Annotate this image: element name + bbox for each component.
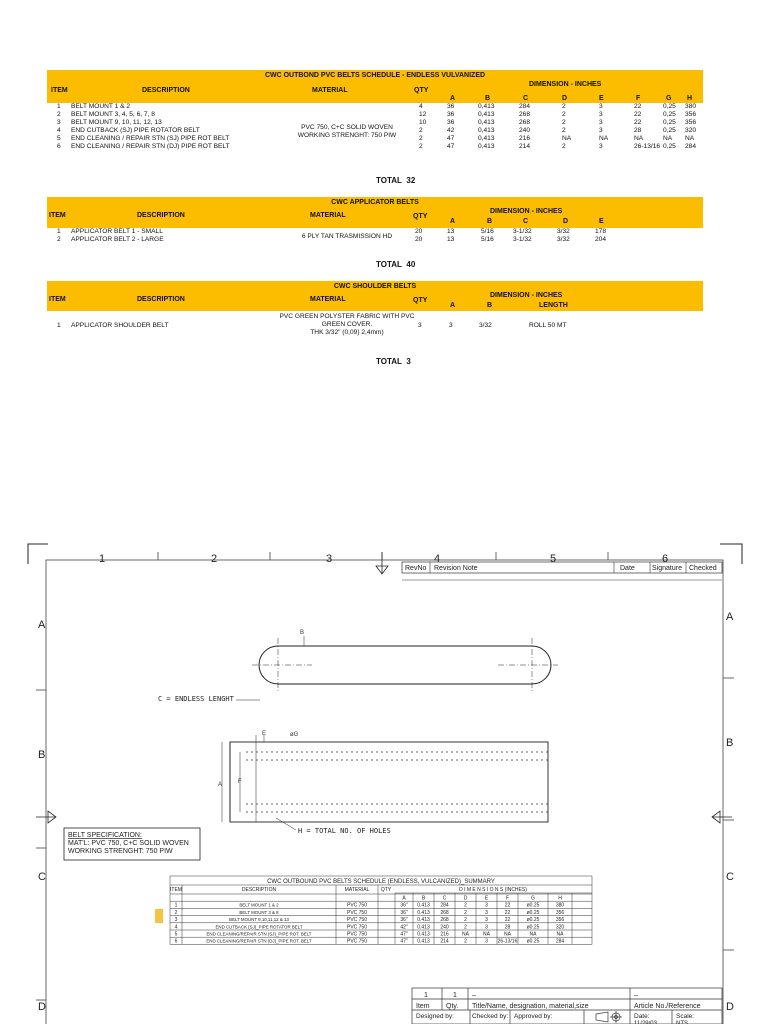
table-row — [47, 143, 703, 151]
cell-h: NA — [685, 135, 695, 142]
tb-item: Item — [416, 1003, 430, 1010]
col-label: 1 — [99, 553, 106, 565]
header-qty: QTY — [414, 87, 429, 94]
summary-cell: PVC 750 — [346, 902, 368, 909]
row-label: D — [38, 1001, 46, 1013]
tb-date: Date: — [634, 1013, 650, 1020]
col-d: D — [562, 95, 568, 102]
summary-cell: 2 — [464, 909, 467, 916]
material-line: WORKING STRENGHT: 750 PIW — [297, 132, 397, 139]
header-item: ITEM — [51, 87, 68, 94]
cell-item: 3 — [57, 119, 61, 126]
cell-h: 356 — [685, 119, 697, 126]
cell-e: 3 — [599, 127, 603, 134]
schedule-header — [47, 197, 703, 228]
cell-f: 22 — [634, 119, 642, 126]
cell-a: 42 — [447, 127, 455, 134]
cell-description: BELT MOUNT 9, 10, 11, 12, 13 — [71, 119, 162, 126]
summary-cell: 0.413 — [417, 938, 430, 945]
summary-cell: 0.413 — [417, 902, 430, 909]
summary-description: END CLEANING/REPAIR STN (SJ)_PIPE ROT. BELT — [206, 931, 312, 937]
cell-c: 3-1/32 — [513, 228, 532, 235]
cell-g: 0,25 — [663, 127, 676, 134]
col-label: 3 — [326, 553, 333, 565]
drawing-frame — [46, 560, 723, 1024]
total-value: 32 — [406, 176, 416, 185]
header-qty: QTY — [413, 297, 428, 304]
col-label: 2 — [211, 553, 218, 565]
cell-c: 268 — [519, 111, 531, 118]
total-3 — [376, 357, 411, 366]
cell-b: 0,413 — [478, 135, 495, 142]
summary-cell: 2 — [464, 924, 467, 931]
summary-cell: 320 — [555, 924, 565, 931]
col-length: LENGTH — [539, 302, 568, 309]
row-label: D — [726, 1001, 734, 1013]
schedule-body — [47, 103, 703, 157]
cell-length: ROLL 50 MT — [529, 322, 567, 329]
summary-cell: 216 — [440, 931, 449, 938]
col-b: B — [485, 95, 491, 102]
tb-qty-no: 1 — [453, 992, 457, 999]
cell-a: 36 — [447, 103, 455, 110]
schedule-title: CWC APPLICATOR BELTS — [331, 199, 419, 206]
cell-qty: 10 — [419, 119, 427, 126]
cell-description: END CUTBACK (SJ) PIPE ROTATOR BELT — [71, 127, 200, 134]
cell-item: 1 — [57, 103, 61, 110]
cell-h: 380 — [685, 103, 697, 110]
summary-cell: 3 — [174, 917, 178, 924]
cell-b: 0,413 — [478, 119, 495, 126]
cell-h: 284 — [685, 143, 697, 150]
tb-article-dash: – — [634, 992, 638, 999]
total-value: 3 — [406, 357, 411, 366]
summary-cell: 380 — [555, 902, 565, 909]
summary-cell: ø0.25 — [526, 924, 540, 931]
col-c: C — [523, 95, 529, 102]
summary-cell: 2 — [464, 902, 467, 909]
cell-b: 5/16 — [481, 228, 494, 235]
tb-title-dash: – — [472, 992, 476, 999]
col-g: G — [666, 95, 672, 102]
tb-item-no: 1 — [424, 992, 428, 999]
summary-cell: 284 — [440, 902, 449, 909]
cell-a: 47 — [447, 143, 455, 150]
tb-scale-value: NTS — [676, 1021, 688, 1024]
cell-a: 36 — [447, 119, 455, 126]
table-row — [47, 127, 703, 135]
tb-title: Title/Name, designation, material,size — [472, 1003, 589, 1010]
summary-cell: 4 — [174, 924, 178, 931]
revision-table — [402, 562, 722, 580]
col-a: A — [450, 95, 456, 102]
belt-hole-view — [222, 735, 548, 830]
cell-d: 2 — [562, 111, 566, 118]
summary-col: G — [531, 895, 535, 902]
cell-f: 26-13/16 — [634, 143, 661, 150]
cell-d: 3/32 — [557, 228, 570, 235]
summary-header: MATERIAL — [344, 887, 370, 893]
col-a: A — [450, 218, 456, 225]
schedule-title: CWC SHOULDER BELTS — [333, 283, 417, 290]
summary-cell: 28 — [504, 924, 511, 931]
header-dimension: DIMENSION - INCHES — [490, 292, 563, 299]
cell-g: 0,25 — [663, 119, 676, 126]
summary-cell: 3 — [485, 924, 488, 931]
cell-a: 13 — [447, 228, 455, 235]
cell-description: END CLEANING / REPAIR STN (DJ) PIPE ROT BELT — [71, 143, 230, 150]
cell-a: 36 — [447, 111, 455, 118]
cell-a: 13 — [447, 236, 455, 243]
cell-e: NA — [599, 135, 609, 142]
cell-f: 28 — [634, 127, 642, 134]
header-dimension: DIMENSION - INCHES — [529, 81, 602, 88]
summary-col: D — [463, 895, 468, 902]
table-row — [47, 103, 703, 111]
holes-label: H = TOTAL NO. OF HOLES — [298, 827, 391, 835]
header-qty: QTY — [413, 213, 428, 220]
summary-cell: 3 — [485, 917, 488, 924]
cell-b: 3/32 — [479, 322, 492, 329]
row-label: B — [726, 737, 734, 749]
belt-top-view — [236, 636, 558, 700]
summary-cell: PVC 750 — [346, 938, 368, 945]
row-label: A — [38, 619, 46, 631]
material-line: GREEN COVER. — [321, 321, 373, 328]
cell-f: NA — [634, 135, 644, 142]
summary-col: C — [442, 895, 447, 902]
column-ticks — [36, 552, 734, 1000]
total-label: TOTAL — [376, 357, 402, 366]
schedule-header — [47, 281, 703, 311]
summary-cell: 22 — [504, 917, 511, 924]
frame-corners — [28, 544, 742, 564]
tb-approved: Approved by: — [514, 1013, 553, 1020]
tb-date-value: 11/29/03 — [634, 1021, 657, 1024]
cell-c: 284 — [519, 103, 531, 110]
cell-d: 3/32 — [557, 236, 570, 243]
rev-col: RevNo — [405, 565, 427, 572]
col-f: F — [636, 95, 641, 102]
cell-qty: 2 — [419, 127, 423, 134]
summary-description: BELT MOUNT 9,10,11,12 & 13 — [229, 917, 289, 923]
cell-b: 0,413 — [478, 143, 495, 150]
cell-f: 22 — [634, 103, 642, 110]
rev-col: Signature — [652, 565, 682, 572]
cell-description: BELT MOUNT 1 & 2 — [71, 103, 130, 110]
summary-table — [170, 876, 592, 945]
spec-title: BELT SPECIFICATION: — [68, 832, 142, 839]
table-row — [47, 236, 703, 244]
cell-item: 1 — [57, 322, 61, 329]
summary-description: BELT MOUNT 1 & 2 — [239, 902, 279, 908]
cell-g: NA — [663, 135, 673, 142]
header-description: DESCRIPTION — [142, 87, 190, 94]
dim-e-label: E — [262, 731, 267, 737]
cell-c: 268 — [519, 119, 531, 126]
cell-b: 0,413 — [478, 111, 495, 118]
dim-f-label: F — [238, 779, 242, 785]
highlight-marker — [155, 909, 163, 923]
spec-line: WORKING STRENGHT: 750 PIW — [68, 848, 173, 855]
cell-item: 5 — [57, 135, 61, 142]
spec-line: MAT'L: PVC 750, C+C SOLID WOVEN — [68, 840, 189, 847]
summary-description: BELT MOUNT 3 & 8 — [239, 909, 279, 915]
cell-d: 2 — [562, 143, 566, 150]
cell-c: 3-1/32 — [513, 236, 532, 243]
col-a: A — [450, 302, 456, 309]
material-line: PVC 750, C+C SOLID WOVEN — [301, 124, 393, 131]
summary-cell: 36" — [400, 917, 408, 924]
col-d: D — [563, 218, 569, 225]
cell-e: 3 — [599, 103, 603, 110]
row-label: C — [38, 871, 46, 883]
table-row — [47, 119, 703, 127]
summary-cell: 356 — [555, 909, 565, 916]
cell-d: 2 — [562, 127, 566, 134]
cell-d: 2 — [562, 119, 566, 126]
summary-title: CWC OUTBOUND PVC BELTS SCHEDULE (ENDLESS, VULCANIZED)_SUMMARY — [267, 879, 495, 885]
row-label: A — [726, 611, 734, 623]
material-line: PVC GREEN POLYSTER FABRIC WITH PVC — [279, 313, 415, 320]
schedule-outbond-pvc — [47, 70, 703, 157]
summary-cell: 1 — [174, 902, 178, 909]
cell-b: 5/16 — [481, 236, 494, 243]
projection-symbol-icon — [596, 1011, 622, 1023]
summary-cell: PVC 750 — [346, 931, 368, 938]
cell-c: 214 — [519, 143, 531, 150]
cell-a: 47 — [447, 135, 455, 142]
summary-cell: 47" — [400, 931, 408, 938]
summary-col: H — [558, 895, 562, 902]
cell-h: 320 — [685, 127, 697, 134]
summary-cell: 22 — [504, 902, 511, 909]
cell-item: 2 — [57, 111, 61, 118]
dim-g-label: øG — [290, 732, 299, 738]
cell-qty: 20 — [415, 236, 423, 243]
row-label: B — [38, 749, 46, 761]
cell-qty: 2 — [419, 143, 423, 150]
hole-rows — [246, 752, 548, 812]
schedule-shoulder-belts — [47, 281, 703, 347]
engineering-drawing — [0, 530, 768, 1024]
summary-cell: NA — [462, 931, 469, 938]
col-b: B — [487, 302, 493, 309]
summary-cell: PVC 750 — [346, 917, 368, 924]
summary-cell: 5 — [174, 931, 178, 938]
cell-g: 0,25 — [663, 143, 676, 150]
dim-b-label: B — [300, 630, 305, 636]
grid-labels — [38, 553, 734, 1013]
cell-description: APPLICATOR BELT 2 - LARGE — [71, 236, 164, 243]
schedule-rows — [47, 103, 703, 151]
cell-qty: 3 — [418, 322, 422, 329]
summary-header: QTY — [380, 887, 392, 893]
header-description: DESCRIPTION — [137, 296, 185, 303]
table-row — [47, 111, 703, 119]
cell-g: 0,25 — [663, 103, 676, 110]
rev-col: Date — [620, 565, 635, 572]
cell-c: 240 — [519, 127, 531, 134]
cell-description: APPLICATOR SHOULDER BELT — [71, 322, 169, 329]
total-1 — [376, 176, 415, 185]
cell-h: 356 — [685, 111, 697, 118]
cell-item: 6 — [57, 143, 61, 150]
table-row — [47, 135, 703, 143]
cell-item: 1 — [57, 228, 61, 235]
cell-e: 204 — [595, 236, 607, 243]
cell-c: 216 — [519, 135, 531, 142]
summary-cell: 36" — [400, 902, 408, 909]
tb-checked: Checked by: — [472, 1013, 509, 1020]
summary-cell: 2 — [464, 917, 467, 924]
cell-description: BELT MOUNT 3, 4, 5, 6, 7, 8 — [71, 111, 155, 118]
summary-dim-label: D I M E N S I O N S (INCHES) — [459, 887, 527, 893]
schedule-rows — [47, 228, 703, 244]
cell-d: NA — [562, 135, 572, 142]
schedule-header — [47, 70, 703, 103]
summary-cell: 284 — [555, 938, 565, 945]
schedule-applicator-belts — [47, 197, 703, 248]
summary-cell: ø0.25 — [526, 917, 540, 924]
header-material: MATERIAL — [310, 296, 346, 303]
schedule-body — [47, 311, 703, 347]
summary-cell: 0.413 — [417, 931, 430, 938]
summary-cell: 0.413 — [417, 909, 430, 916]
summary-col: F — [505, 895, 510, 902]
cell-item: 2 — [57, 236, 61, 243]
title-block — [412, 988, 722, 1024]
centering-marks — [36, 552, 732, 823]
summary-description: END CLEANING/REPAIR STN (DJ)_PIPE ROT. BELT — [206, 938, 312, 944]
total-value: 40 — [406, 260, 416, 269]
summary-cell: 268 — [440, 909, 449, 916]
rev-col: Revision Note — [434, 565, 478, 572]
row-label: C — [726, 871, 734, 883]
schedule-rows — [47, 322, 703, 330]
material-cell: 6 PLY TAN TRASMISSION HD — [301, 233, 393, 240]
cell-description: APPLICATOR BELT 1 - SMALL — [71, 228, 163, 235]
cell-item: 4 — [57, 127, 61, 134]
tb-article: Article No./Reference — [634, 1003, 701, 1010]
cell-g: 0,25 — [663, 111, 676, 118]
summary-cell: 3 — [485, 909, 488, 916]
endless-length-label: C = ENDLESS LENGHT — [158, 695, 234, 703]
total-label: TOTAL — [376, 260, 402, 269]
col-e: E — [599, 95, 604, 102]
schedule-body — [47, 228, 703, 248]
summary-cell: PVC 750 — [346, 924, 368, 931]
summary-cell: 22 — [504, 909, 511, 916]
cell-e: 178 — [595, 228, 607, 235]
header-material: MATERIAL — [312, 87, 348, 94]
schedule-title: CWC OUTBOND PVC BELTS SCHEDULE - ENDLESS VULVANIZED — [264, 72, 486, 79]
col-c: C — [523, 218, 529, 225]
header-description: DESCRIPTION — [137, 212, 185, 219]
summary-cell: 26-13/16 — [497, 938, 518, 945]
cell-a: 3 — [449, 322, 453, 329]
tb-designed: Designed by: — [416, 1013, 454, 1020]
summary-cell: NA — [483, 931, 490, 938]
cell-d: 2 — [562, 103, 566, 110]
summary-cell: 0.413 — [417, 924, 430, 931]
header-material: MATERIAL — [310, 212, 346, 219]
summary-cell: 3 — [485, 902, 488, 909]
table-row — [47, 322, 703, 330]
cell-e: 3 — [599, 111, 603, 118]
summary-col: A — [402, 895, 406, 902]
summary-cell: ø0.25 — [526, 909, 540, 916]
summary-cell: 240 — [440, 924, 449, 931]
header-item: ITEM — [49, 296, 66, 303]
summary-cell: NA — [556, 931, 564, 938]
summary-cell: 6 — [174, 938, 178, 945]
cell-qty: 4 — [419, 103, 423, 110]
cell-e: 3 — [599, 119, 603, 126]
cell-b: 0,413 — [478, 127, 495, 134]
cell-f: 22 — [634, 111, 642, 118]
header-dimension: DIMENSION - INCHES — [490, 208, 563, 215]
table-row — [47, 228, 703, 236]
col-label: 6 — [662, 553, 669, 565]
header-item: ITEM — [49, 212, 66, 219]
cell-b: 0,413 — [478, 103, 495, 110]
summary-header: ITEM — [170, 887, 182, 893]
summary-cell: 36" — [400, 909, 408, 916]
col-label: 4 — [434, 553, 441, 565]
cell-qty: 12 — [419, 111, 427, 118]
summary-cell: 2 — [464, 938, 467, 945]
dim-a-label: A — [218, 782, 223, 788]
summary-cell: 356 — [555, 917, 565, 924]
summary-cell: 268 — [440, 917, 449, 924]
cell-description: END CLEANING / REPAIR STN (SJ) PIPE ROT BELT — [71, 135, 230, 142]
tb-qty: Qty. — [446, 1003, 459, 1010]
summary-col: E — [484, 895, 489, 902]
total-2 — [376, 260, 415, 269]
summary-cell: ø0.25 — [526, 938, 540, 945]
summary-col: B — [421, 895, 426, 902]
summary-description: END CUTBACK (SJ)_PIPE ROTATOR BELT — [215, 924, 303, 930]
summary-cell: ø0.25 — [526, 902, 540, 909]
summary-cell: 47" — [400, 938, 408, 945]
summary-header: DESCRIPTION — [241, 887, 277, 893]
cell-qty: 20 — [415, 228, 423, 235]
summary-cell: 214 — [440, 938, 449, 945]
cell-e: 3 — [599, 143, 603, 150]
col-h: H — [687, 95, 693, 102]
summary-cell: NA — [529, 931, 537, 938]
summary-cell: 3 — [485, 938, 488, 945]
col-e: E — [599, 218, 604, 225]
col-b: B — [487, 218, 493, 225]
col-label: 5 — [550, 553, 557, 565]
tb-scale: Scale: — [676, 1013, 695, 1020]
summary-cell: 42" — [400, 924, 408, 931]
summary-cell: 2 — [174, 909, 178, 916]
summary-cell: PVC 750 — [346, 909, 368, 916]
total-label: TOTAL — [376, 176, 402, 185]
summary-cell: NA — [504, 931, 511, 938]
summary-cell: 0.413 — [417, 917, 430, 924]
rev-col: Checked — [689, 565, 717, 572]
material-line: THK 3/32" (0,09) 2,4mm) — [310, 329, 384, 336]
cell-qty: 2 — [419, 135, 423, 142]
